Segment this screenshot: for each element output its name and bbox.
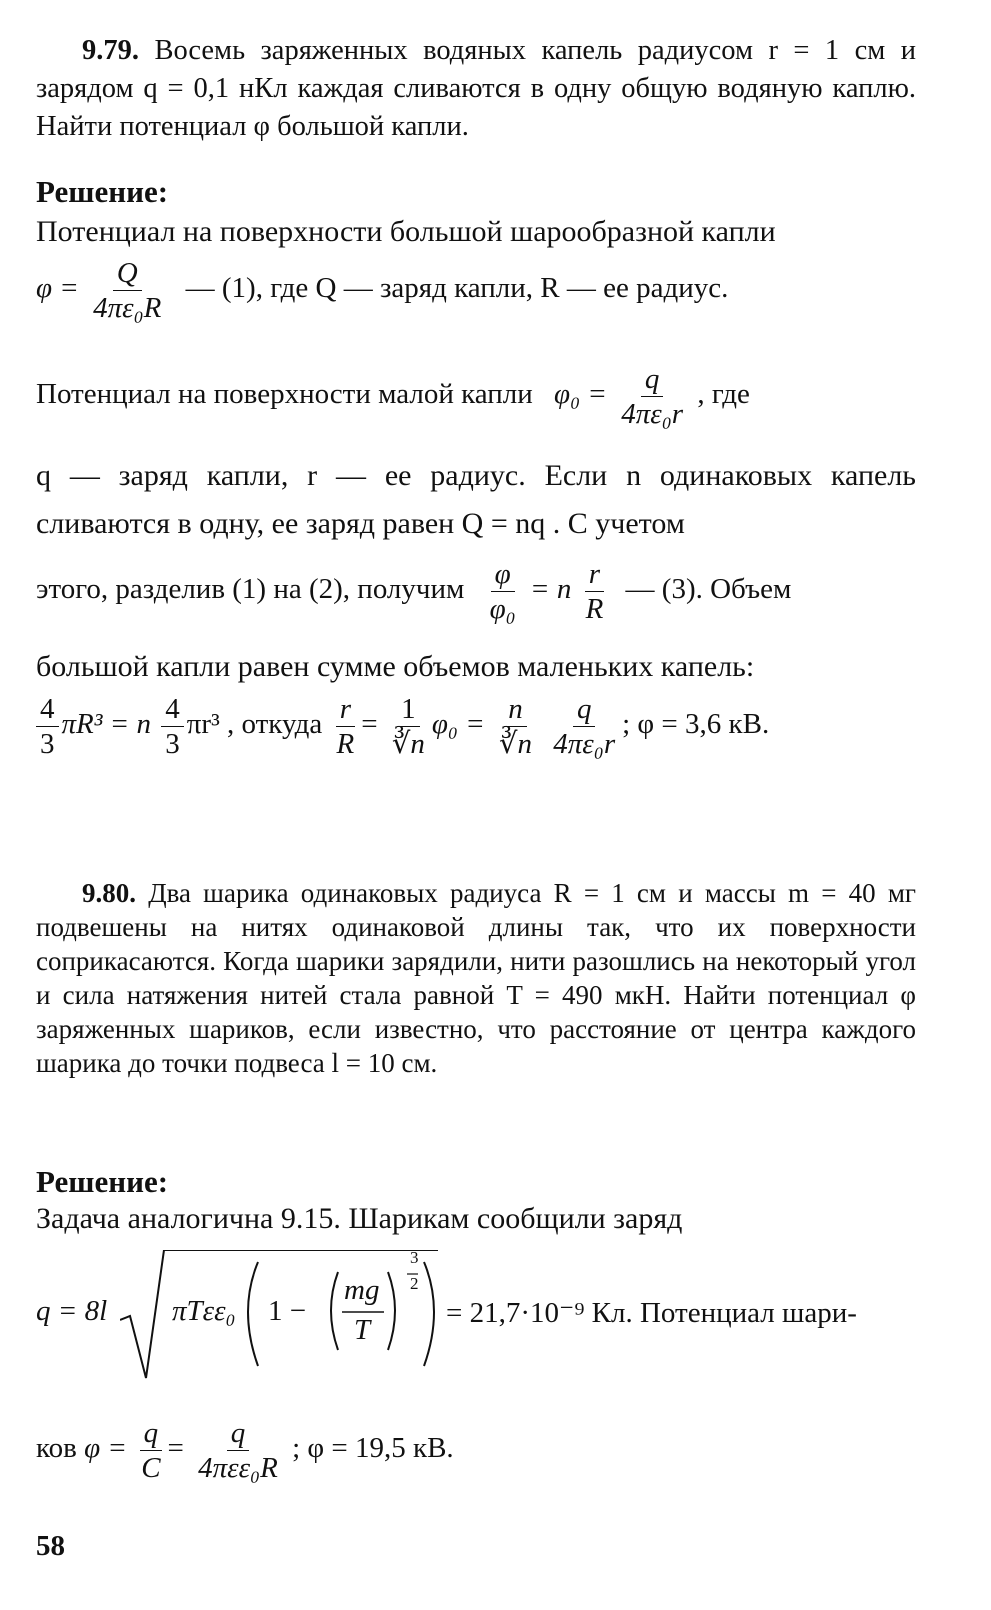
eq4-tail: ; φ = 3,6 кВ. <box>622 708 770 741</box>
eq4-frac-b <box>161 692 184 761</box>
eqp-frac-a <box>137 1416 164 1485</box>
solution-heading: Решение: <box>36 174 169 209</box>
problem-980 <box>36 876 916 1080</box>
eq4-a-den: 3 <box>40 728 55 760</box>
eq4-frac-c <box>333 692 359 761</box>
eqq-frac-den: T <box>354 1314 371 1346</box>
eq4-d-rest: φ₀ = <box>431 708 485 741</box>
eqq-frac-num: mg <box>344 1274 380 1306</box>
eq4-d-num: 1 <box>397 692 420 727</box>
eq2-fraction <box>617 362 687 431</box>
eq2-tail: , где <box>697 378 750 411</box>
eq4-frac-f <box>549 692 619 761</box>
eqp-frac-b <box>194 1416 282 1485</box>
eqp-eq: = <box>167 1432 184 1465</box>
solution-heading: Решение: <box>36 1164 169 1199</box>
solution-980-p1: Задача аналогична 9.15. Шарикам сообщили заряд <box>36 1202 683 1235</box>
eq4-frac-d <box>388 692 429 761</box>
eqq-pow-num: 3 <box>410 1248 419 1267</box>
eq3-num2: r <box>585 557 604 592</box>
eq4-a-rest: πR³ = n <box>61 708 152 741</box>
eq4-b-den: 3 <box>165 728 180 760</box>
eq3-fraction-a <box>486 557 520 626</box>
problem-text: Два шарика одинаковых радиуса R = 1 см и массы m = 40 мг подвешены на нитях одинаковой длины так, что их поверхности соприкасаются. Когда шарики зарядили, нити разошлись на некоторый угол и сила натяжения нитей стала равной T = 490 мкН. Найти потенциал φ заряженных шариков, если известно, что расстояние от центра каждого шарика до точки подвеса l = 10 см. <box>36 878 916 1078</box>
eqp-a-den: C <box>141 1452 161 1484</box>
solution-979-p3: q — заряд капли, r — ее радиус. Если n одинаковых капель сливаются в одну, ее заряд равен Q = nq . С учетом <box>36 459 916 540</box>
eq4-a-num: 4 <box>36 692 59 727</box>
eqq-lhs: q = 8l <box>36 1295 108 1327</box>
solution-979-p1: Потенциал на поверхности большой шарообразной капли <box>36 215 776 248</box>
problem-number: 9.79. <box>82 35 139 66</box>
eq2-lhs: φ₀ = <box>554 378 607 411</box>
eq4-c-eq: = <box>361 708 378 741</box>
equation-3-line <box>36 557 916 626</box>
eq4-f-den: 4πε₀r <box>553 728 616 760</box>
solution-979-p5: большой капли равен сумме объемов маленьких капель: <box>36 650 755 683</box>
eq4-frac-a <box>36 692 59 761</box>
eq3-den2: R <box>585 593 604 625</box>
eq1-den: 4πε₀R <box>93 292 162 324</box>
eq3-den: φ₀ <box>489 593 516 625</box>
eq1-num: Q <box>113 256 142 291</box>
eqp-b-num: q <box>227 1416 250 1451</box>
eq3-fraction-b <box>582 557 608 626</box>
p4-text: этого, разделив (1) на (2), получим <box>36 573 465 606</box>
problem-number: 9.80. <box>82 878 136 908</box>
eqp-b-den: 4πεε₀R <box>198 1452 278 1484</box>
eq1-fraction <box>89 256 165 325</box>
eq3-mid: = n <box>530 573 572 606</box>
equation-charge <box>36 1250 916 1380</box>
eq1-tail: — (1), где Q — заряд капли, R — ее радиус. <box>185 272 729 305</box>
eqp-tail: ; φ = 19,5 кВ. <box>292 1432 454 1465</box>
eqp-a-num: q <box>140 1416 163 1451</box>
p2-text: Потенциал на поверхности малой капли <box>36 378 533 411</box>
eq3-tail: — (3). Объем <box>625 573 792 606</box>
eq4-f-num: q <box>573 692 596 727</box>
equation-2-line <box>36 362 916 431</box>
eq4-b-rest: πr³ , откуда <box>186 708 323 741</box>
eq4-c-den: R <box>336 728 355 760</box>
eq2-den: 4πε₀r <box>621 398 684 430</box>
problem-text: Восемь заряженных водяных капель радиусом r = 1 см и зарядом q = 0,1 нКл каждая сливаются в одну общую водяную каплю. Найти потенциал φ большой капли. <box>36 35 916 142</box>
eqq-tail: = 21,7·10⁻⁹ Кл. Потенциал шари- <box>446 1297 857 1329</box>
eq2-num: q <box>641 362 664 397</box>
equation-potential-line <box>36 1416 916 1485</box>
eq4-c-num: r <box>336 692 355 727</box>
p2-text: ков <box>36 1432 77 1465</box>
eqp-lhs: φ = <box>84 1432 127 1465</box>
eq4-e-den: ∛n <box>499 728 533 760</box>
page-number: 58 <box>36 1530 65 1562</box>
eq4-d-den: ∛n <box>391 728 425 760</box>
eq3-num: φ <box>491 557 515 592</box>
equation-4-line <box>36 692 916 761</box>
equation-1 <box>36 256 916 325</box>
eq1-lhs: φ = <box>36 272 79 305</box>
eq4-b-num: 4 <box>161 692 184 727</box>
problem-979 <box>36 32 916 146</box>
eq4-e-num: n <box>504 692 527 727</box>
eq4-frac-e <box>495 692 536 761</box>
eqq-pow-den: 2 <box>410 1274 419 1293</box>
eqq-root-a: πTεε₀ <box>172 1295 236 1327</box>
eqq-root-b: 1 − <box>268 1295 307 1327</box>
